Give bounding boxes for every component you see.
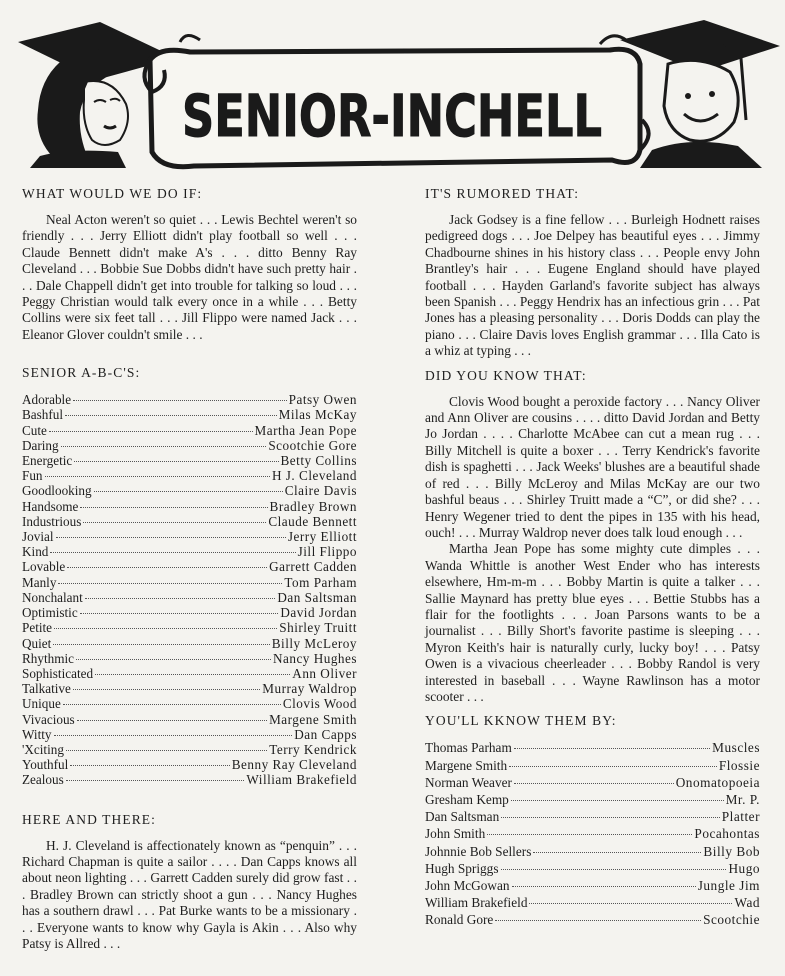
- dot-leader: [529, 903, 732, 904]
- dot-leader: [54, 628, 277, 629]
- here-and-there-heading: HERE AND THERE:: [22, 811, 156, 827]
- list-item: [425, 808, 760, 825]
- list-item-label: Bashful: [22, 407, 64, 423]
- list-item: [22, 605, 357, 620]
- list-item-label: John Smith: [425, 826, 486, 842]
- list-item: [22, 559, 357, 574]
- list-item-label: Jovial: [22, 529, 54, 545]
- rumored-heading: IT'S RUMORED THAT:: [425, 186, 580, 201]
- dot-leader: [54, 735, 293, 736]
- list-item: [425, 911, 760, 928]
- list-item-label: Sophisticated: [22, 665, 94, 681]
- list-item: [22, 544, 357, 559]
- dot-leader: [501, 817, 720, 818]
- list-item: [22, 483, 357, 498]
- list-item-label: Hugh Spriggs: [425, 860, 499, 876]
- dot-leader: [495, 920, 701, 921]
- list-item-label: Johnnie Bob Sellers: [425, 843, 532, 859]
- list-item: [22, 423, 357, 438]
- list-item-value: Garrett Cadden: [269, 559, 357, 575]
- list-item-label: Margene Smith: [425, 757, 508, 773]
- list-item-label: Cute: [22, 422, 47, 438]
- list-item-value: Bradley Brown: [269, 498, 357, 514]
- list-item-label: Manly: [22, 574, 57, 590]
- did-you-know-text-2: Martha Jean Pope has some mighty cute dimples . . . Wanda Whittle is another West Ender who has interests elsewhere, Hm-m-m . . . Bobby Martin is quite a talker . . . Sallie Maynard has pretty blue eyes . . . Bettie Stubbs has a flair for the footlights . . . Joan Parsons wants to be a journalist . . . Billy Short's favorite pastime is sleeping . . . Myron Keith's hair is naturally curly, lucky boy! . . . Patsy Owen is a vivacious cheerleader . . . Bobby Randol is very interested in baseball . . . Wayne Rawlinson has a motor scooter . . .: [425, 541, 760, 704]
- dot-leader: [66, 780, 245, 781]
- list-item-value: Flossie: [718, 757, 760, 773]
- dot-leader: [512, 886, 696, 887]
- dot-leader: [77, 720, 267, 721]
- list-item-label: Adorable: [22, 392, 72, 408]
- list-item-value: Murray Waldrop: [262, 681, 357, 697]
- dot-leader: [514, 748, 710, 749]
- list-item-value: Terry Kendrick: [269, 741, 357, 757]
- left-column: [22, 186, 357, 974]
- list-item-value: Margene Smith: [269, 711, 357, 727]
- list-item-label: Fun: [22, 468, 43, 484]
- rumored-section: [425, 186, 760, 360]
- list-item-label: Witty: [22, 726, 52, 742]
- list-item-value: Muscles: [712, 740, 760, 756]
- dot-leader: [95, 674, 290, 675]
- list-item-value: Scootchie: [703, 912, 760, 928]
- dot-leader: [511, 800, 724, 801]
- list-item-value: Ann Oliver: [292, 665, 357, 681]
- list-item-label: Nonchalant: [22, 589, 83, 605]
- dot-leader: [487, 834, 692, 835]
- list-item-label: William Brakefield: [425, 895, 528, 911]
- list-item-label: 'Xciting: [22, 741, 64, 757]
- what-would-we-do-heading: WHAT WOULD WE DO IF:: [22, 186, 203, 201]
- list-item-label: Lovable: [22, 559, 66, 575]
- dot-leader: [76, 659, 271, 660]
- list-item-value: Nancy Hughes: [272, 650, 357, 666]
- dot-leader: [66, 750, 267, 751]
- list-item: [425, 877, 760, 894]
- know-them-by-list: [425, 739, 760, 928]
- dot-leader: [50, 552, 295, 553]
- list-item-value: Dan Saltsman: [277, 589, 357, 605]
- list-item-value: Scootchie Gore: [268, 437, 357, 453]
- list-item-value: Jungle Jim: [697, 878, 760, 893]
- list-item-value: Mr. P.: [725, 791, 760, 807]
- list-item: [22, 392, 357, 407]
- list-item: [22, 651, 357, 666]
- dot-leader: [53, 644, 269, 645]
- list-item-label: Industrious: [22, 513, 82, 529]
- list-item-label: John McGowan: [425, 878, 510, 893]
- list-item: [22, 772, 357, 787]
- did-you-know-heading: DID YOU KNOW THAT:: [425, 367, 587, 383]
- list-item-value: Benny Ray Cleveland: [231, 757, 357, 773]
- list-item: [22, 453, 357, 468]
- list-item: [22, 438, 357, 453]
- list-item-value: Milas McKay: [278, 407, 357, 423]
- list-item-label: Thomas Parham: [425, 740, 512, 756]
- list-item: [425, 894, 760, 911]
- list-item-value: Tom Parham: [284, 574, 357, 590]
- know-them-by-heading: YOU'LL KKNOW THEM BY:: [425, 713, 617, 729]
- list-item: [425, 757, 760, 774]
- right-column: [425, 186, 760, 951]
- dot-leader: [56, 537, 286, 538]
- list-item: [22, 620, 357, 635]
- senior-abc-section: [22, 365, 357, 787]
- list-item-value: Platter: [721, 809, 760, 825]
- list-item: [22, 590, 357, 605]
- list-item-label: Dan Saltsman: [425, 809, 500, 825]
- list-item: [425, 774, 760, 791]
- dot-leader: [65, 415, 277, 416]
- list-item: [22, 499, 357, 514]
- list-item-label: Optimistic: [22, 605, 78, 621]
- dot-leader: [70, 765, 229, 766]
- list-item: [22, 529, 357, 544]
- list-item-value: Patsy Owen: [288, 392, 357, 408]
- list-item: [425, 739, 760, 756]
- know-them-by-section: [425, 713, 760, 928]
- list-item: [22, 696, 357, 711]
- list-item-label: Unique: [22, 696, 61, 712]
- dot-leader: [58, 583, 282, 584]
- did-you-know-section: [425, 368, 760, 706]
- list-item-value: Claire Davis: [284, 483, 357, 499]
- list-item-label: Rhythmic: [22, 650, 75, 666]
- list-item-label: Gresham Kemp: [425, 791, 509, 807]
- list-item: [22, 727, 357, 742]
- list-item-value: Pocahontas: [694, 826, 760, 842]
- list-item: [22, 666, 357, 681]
- list-item: [22, 575, 357, 590]
- what-would-we-do-section: [22, 186, 357, 343]
- here-and-there-section: [22, 812, 357, 953]
- list-item-label: Zealous: [22, 772, 64, 788]
- list-item-value: Dan Capps: [294, 726, 357, 742]
- list-item-label: Kind: [22, 544, 49, 560]
- dot-leader: [85, 598, 276, 599]
- list-item-value: Shirley Truitt: [279, 620, 357, 636]
- list-item-value: Claude Bennett: [268, 513, 357, 529]
- list-item-value: Martha Jean Pope: [254, 422, 357, 438]
- list-item: [22, 407, 357, 422]
- dot-leader: [509, 766, 717, 767]
- list-item: [425, 860, 760, 877]
- list-item-value: H J. Cleveland: [271, 468, 357, 484]
- dot-leader: [67, 567, 267, 568]
- list-item-label: Petite: [22, 620, 53, 636]
- list-item-label: Norman Weaver: [425, 774, 512, 790]
- list-item: [425, 825, 760, 842]
- list-item: [425, 791, 760, 808]
- list-item-label: Talkative: [22, 681, 71, 697]
- dot-leader: [94, 491, 283, 492]
- list-item-value: Billy McLeroy: [271, 635, 357, 651]
- list-item-value: Clovis Wood: [282, 696, 357, 712]
- list-item-value: Wad: [734, 895, 760, 911]
- dot-leader: [80, 613, 279, 614]
- list-item: [22, 514, 357, 529]
- list-item: [22, 636, 357, 651]
- list-item-label: Handsome: [22, 498, 79, 514]
- senior-inchell-banner: [0, 0, 785, 178]
- dot-leader: [63, 704, 281, 705]
- list-item-value: David Jordan: [280, 605, 357, 621]
- dot-leader: [73, 689, 260, 690]
- list-item-value: Jill Flippo: [297, 544, 357, 560]
- senior-abc-list: [22, 392, 357, 787]
- list-item: [22, 712, 357, 727]
- list-item-value: Jerry Elliott: [287, 529, 357, 545]
- rumored-text: Jack Godsey is a fine fellow . . . Burleigh Hodnett raises pedigreed dogs . . . Joe Delpey has beautiful eyes . . . Jimmy Chadbourne shines in his history class . . . People envy John Brantley's hair . . . Eugene England should have played football . . . Hayden Garland's favorite subject has always been Spanish . . . Peggy Hendrix has an infectious grin . . . Pat Jones has a pleasing personality . . . Doris Dodds can play the piano . . . Claire Davis loves English grammar . . . Illa Cato is a whiz at typing . . .: [425, 212, 760, 359]
- list-item-label: Daring: [22, 437, 59, 453]
- dot-leader: [501, 869, 727, 870]
- list-item-value: Hugo: [728, 860, 760, 876]
- dot-leader: [73, 400, 287, 401]
- list-item: [22, 681, 357, 696]
- here-and-there-text: H. J. Cleveland is affectionately known as “penquin” . . . Richard Chapman is quite a sailor . . . . Dan Capps knows all about neon lighting . . . Garrett Cadden surely did grow fast . . . Bradley Brown can strictly shoot a gun . . . Nancy Hughes has a southern drawl . . . Pat Burke wants to be a missionary . . . Everyone wants to know why Gayla is Akin . . . Also why Patsy is Allred . . .: [22, 837, 357, 951]
- list-item: [22, 757, 357, 772]
- dot-leader: [83, 522, 266, 523]
- list-item-value: Onomatopoeia: [675, 774, 760, 790]
- list-item-value: Betty Collins: [280, 453, 357, 469]
- dot-leader: [61, 446, 267, 447]
- dot-leader: [74, 461, 278, 462]
- list-item-label: Energetic: [22, 453, 73, 469]
- dot-leader: [80, 507, 267, 508]
- dot-leader: [533, 852, 701, 853]
- list-item: [22, 468, 357, 483]
- list-item: [425, 843, 760, 860]
- banner-title: SENIOR-INCHELL: [182, 82, 602, 150]
- dot-leader: [45, 476, 270, 477]
- list-item-label: Ronald Gore: [425, 912, 494, 928]
- dot-leader: [49, 431, 253, 432]
- dot-leader: [514, 783, 674, 784]
- what-would-we-do-text: Neal Acton weren't so quiet . . . Lewis Bechtel weren't so friendly . . . Jerry Elliott didn't play football so well . . . Claude Bennett didn't make A's . . . ditto Benny Ray Cleveland . . . Bobbie Sue Dobbs didn't have such pretty hair . . . Dale Chappell didn't get into trouble for talking so loud . . . Peggy Christian would talk every once in a while . . . Betty Collins were six feet tall . . . Jill Flippo were named Jack . . . Eleanor Glover couldn't smile . . .: [22, 212, 357, 342]
- did-you-know-text-1: Clovis Wood bought a peroxide factory . . . Nancy Oliver and Ann Oliver are cousins . . . . ditto David Jordan and Betty Jo Jordan . . . . Charlotte McAbee can cut a mean rug . . . Billy Mitchell is quite a boxer . . . Terry Kendrick's favorite dish is spaghetti . . . Jack Weeks' blushes are a beautiful shade of red . . . Billy McLeroy and Milas McKay are our two bashful beaus . . . Shirley Truitt made a “C”, or did she? . . . Henry Wegener tried to dent the pipes in 135 with his head, ouch! . . . Murray Waldrop never does talk loud enough . . .: [425, 393, 760, 540]
- list-item-label: Goodlooking: [22, 483, 92, 499]
- list-item-label: Quiet: [22, 635, 52, 651]
- list-item: [22, 742, 357, 757]
- list-item-label: Youthful: [22, 757, 69, 773]
- list-item-value: Billy Bob: [703, 843, 760, 859]
- list-item-value: William Brakefield: [246, 772, 357, 788]
- senior-abc-heading: SENIOR A-B-C'S:: [22, 365, 141, 381]
- list-item-label: Vivacious: [22, 711, 75, 727]
